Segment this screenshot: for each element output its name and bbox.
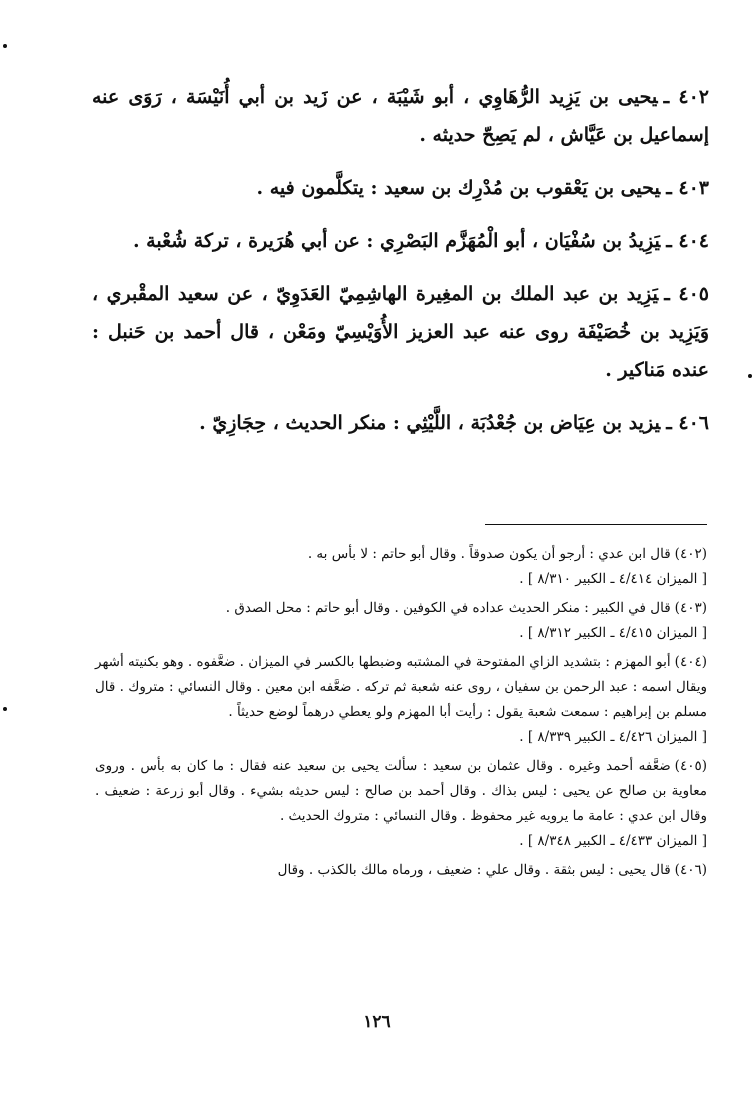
entry-text: يَزِيدُ بن سُفْيَان ، أبو الْمُهَزَّم البَصْرِي : عن أبي هُرَيرة ، تركة شُعْبة . [132, 230, 661, 252]
footnote-text: قال ابن عدي : أرجو أن يكون صدوقاً . وقال أبو حاتم : لا بأس به . [307, 546, 671, 562]
entry-404 [92, 222, 709, 260]
footnote-reference: [ الميزان ٤/٤٢٦ ـ الكبير ٨/٣٣٩ ] . [519, 729, 707, 745]
entry-405 [92, 275, 709, 389]
footnote-reference: [ الميزان ٤/٤١٥ ـ الكبير ٨/٣١٢ ] . [519, 625, 707, 641]
footnote-405 [95, 754, 707, 854]
footnote-number: (٤٠٣) [674, 600, 707, 616]
entry-402 [92, 78, 709, 154]
margin-mark [3, 44, 7, 48]
entry-text: يَزِيد بن عبد الملك بن المغِيرة الهاشِمِيّ العَدَوِيّ ، عن سعيد المقْبري ، وَيَزِيد بن خُصَيْفَة روى عنه عبد العزيز الأُوَيْسِيّ ومَعْن ، قال أحمد بن حَنبل : عنده مَناكير . [92, 283, 709, 381]
entry-number: ٤٠٦ ـ [666, 412, 709, 434]
footnote-number: (٤٠٦) [674, 862, 707, 878]
entry-406 [92, 404, 709, 442]
footnote-404 [95, 650, 707, 750]
entry-number: ٤٠٢ ـ [663, 86, 709, 108]
margin-mark [3, 707, 7, 711]
footnote-402 [95, 542, 707, 592]
entry-number: ٤٠٥ ـ [664, 283, 709, 305]
footnote-reference: [ الميزان ٤/٤١٤ ـ الكبير ٨/٣١٠ ] . [519, 571, 707, 587]
footnote-406 [95, 858, 707, 883]
entry-number: ٤٠٤ ـ [666, 230, 709, 252]
footnote-reference: [ الميزان ٤/٤٣٣ ـ الكبير ٨/٣٤٨ ] . [519, 833, 707, 849]
entry-text: يحيى بن يَعْقوب بن مُدْرِك بن سعيد : يتكلَّمون فيه . [256, 177, 661, 199]
footnote-number: (٤٠٥) [674, 758, 707, 774]
footnote-text: أبو المهزم : بتشديد الزاي المفتوحة في المشتبه وضبطها بالكسر في الميزان . ضعَّفوه . وهو بكنيته أشهر ويقال اسمه : عبد الرحمن بن سفيان ، روى عنه شعبة ثم تركه . ضعَّفه ابن معين . وقال النسائي : متروك . قال مسلم بن إبراهيم : سمعت شعبة يقول : رأيت أبا المهزم ولو يعطي درهماً لوضع حديثاً . [95, 654, 707, 720]
entry-403 [92, 169, 709, 207]
footnote-403 [95, 596, 707, 646]
footnote-text: قال في الكبير : منكر الحديث عداده في الكوفين . وقال أبو حاتم : محل الصدق . [225, 600, 671, 616]
entry-text: يحيى بن يَزِيد الرُّهَاوِي ، أبو شَيْبَة ، عن زَيد بن أبي أُنَيْسَة ، رَوَى عنه إسماعيل بن عَيَّاش ، لم يَصِحّ حديثه . [92, 86, 709, 146]
entry-number: ٤٠٣ ـ [666, 177, 709, 199]
entry-text: يزيد بن عِيَاض بن جُعْدُبَة ، اللَّيْثِي : منكر الحديث ، حِجَازِيّ . [199, 412, 661, 434]
margin-mark [748, 374, 752, 378]
main-text [92, 78, 709, 457]
footnote-text: ضعَّفه أحمد وغيره . وقال عثمان بن سعيد : سألت يحيى بن سعيد عنه فقال : ما كان به بأس . وروى معاوية بن صالح عن يحيى : ليس بذاك . وقال أحمد بن صالح : ليس حديثه بشيء . وقال أبو زرعة : ضعيف . وقال ابن عدي : عامة ما يرويه غير محفوظ . وقال النسائي : متروك الحديث . [95, 758, 707, 824]
footnote-text: قال يحيى : ليس بثقة . وقال علي : ضعيف ، ورماه مالك بالكذب . وقال [277, 862, 671, 878]
footnotes [95, 542, 707, 887]
page-number: ١٢٦ [363, 1012, 391, 1032]
footnote-separator [485, 524, 707, 525]
footnote-number: (٤٠٤) [674, 654, 707, 670]
footnote-number: (٤٠٢) [674, 546, 707, 562]
